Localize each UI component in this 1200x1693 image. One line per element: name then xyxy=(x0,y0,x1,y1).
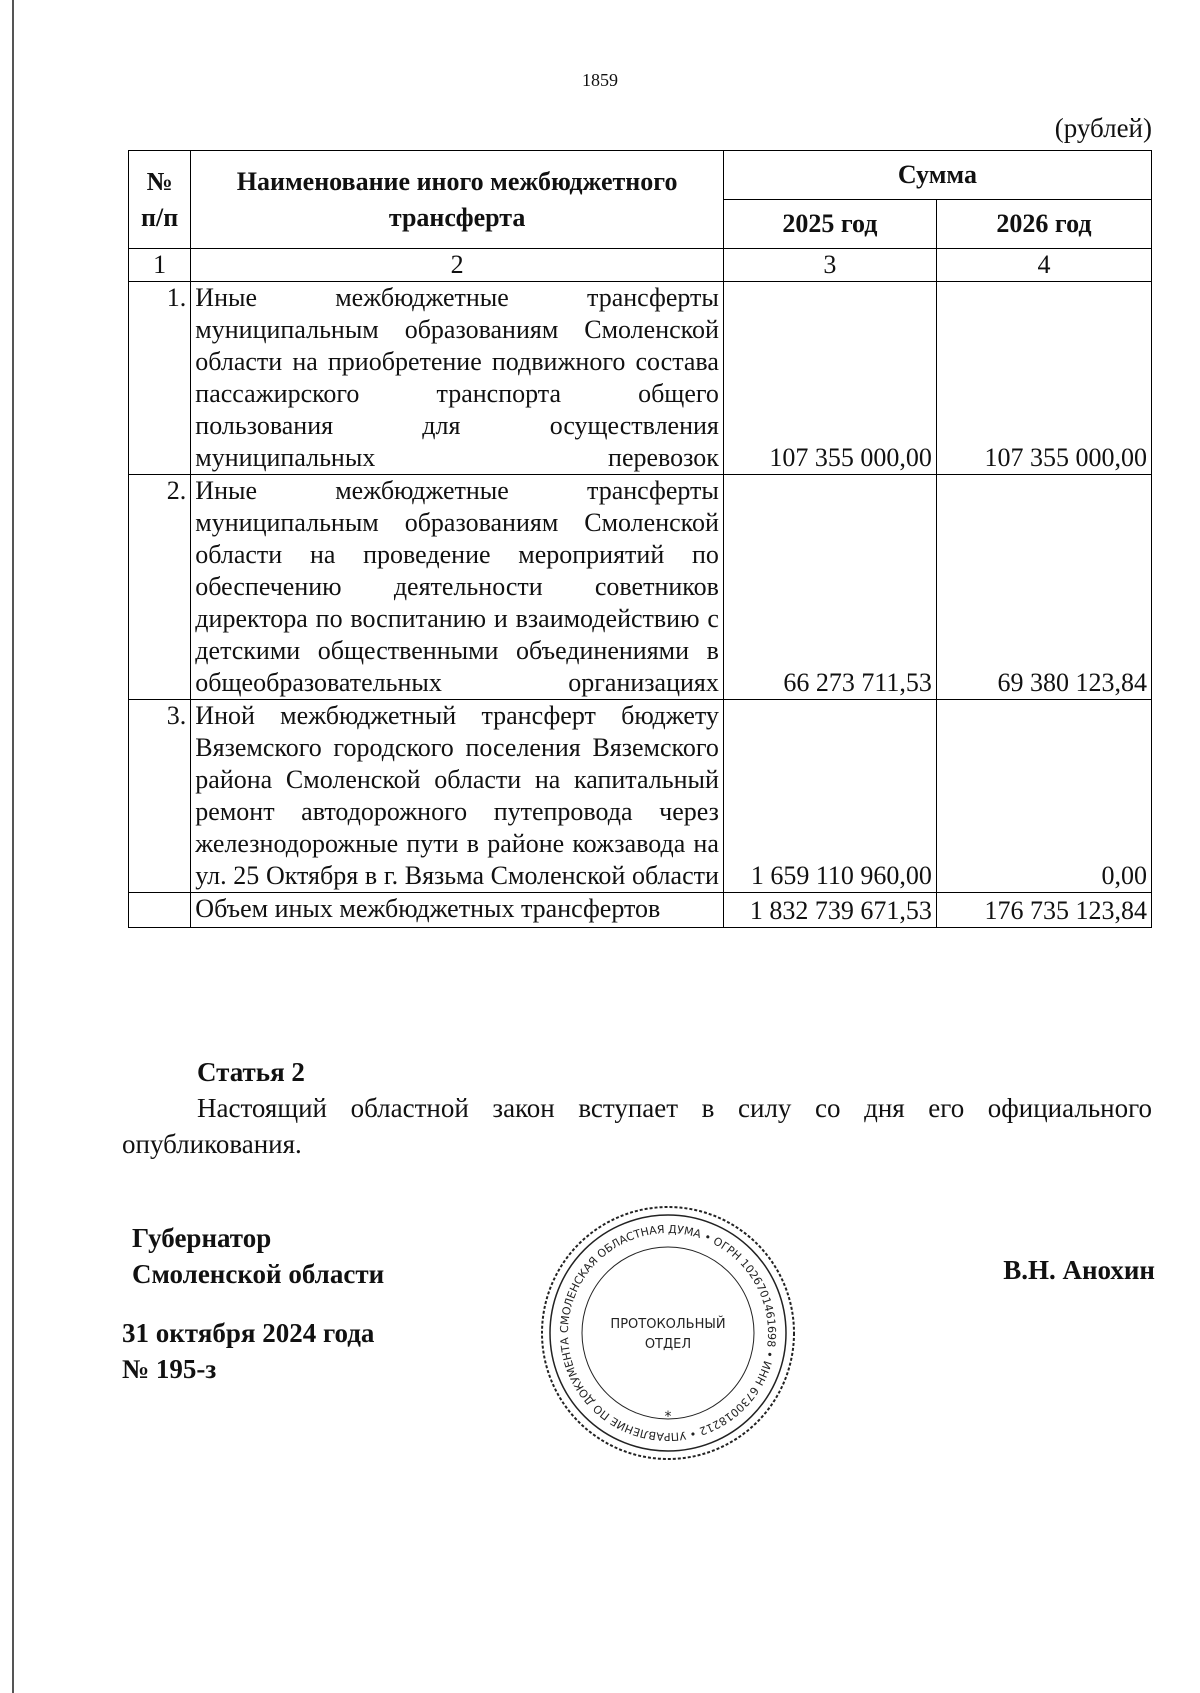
seal-center-line-2: ОТДЕЛ xyxy=(644,1337,692,1352)
table-index-row xyxy=(129,249,1152,282)
header-sum: Сумма xyxy=(723,151,1151,200)
seal-star-icon: * xyxy=(664,1409,672,1425)
seal-center-line-1: ПРОТОКОЛЬНЫЙ xyxy=(610,1317,726,1332)
official-seal xyxy=(538,1203,798,1463)
total-amount-2026: 176 735 123,84 xyxy=(936,893,1151,928)
total-empty-cell xyxy=(129,893,191,928)
total-label: Объем иных межбюджетных трансфертов xyxy=(191,893,724,928)
article-text: Настоящий областной закон вступает в силу со дня его официального опубликования. xyxy=(122,1093,1152,1159)
table-total-row xyxy=(129,893,1152,928)
signatory-position xyxy=(132,1220,384,1292)
row-amount-2026: 107 355 000,00 xyxy=(936,282,1151,475)
row-number: 1. xyxy=(129,282,191,475)
signatory-name: В.Н. Анохин xyxy=(1003,1255,1155,1285)
law-date-number xyxy=(122,1315,374,1387)
total-amount-2025: 1 832 739 671,53 xyxy=(723,893,936,928)
header-year-2026: 2026 год xyxy=(936,200,1151,249)
index-cell: 3 xyxy=(723,249,936,282)
article-title: Статья 2 xyxy=(197,1057,305,1087)
header-name: Наименование иного межбюджетного трансферта xyxy=(191,151,724,249)
row-name: Иной межбюджетный трансферт бюджету Вяземского городского поселения Вяземского района Смоленской области на капитальный ремонт автодорожного путепровода через железнодорожные пути в районе кожзавода на ул. 25 Октября в г. Вязьма Смоленской области xyxy=(191,700,724,893)
row-name: Иные межбюджетные трансферты муниципальным образованиям Смоленской области на приобретение подвижного состава пассажирского транспорта общего пользования для осуществления муниципальных перевозок xyxy=(191,282,724,475)
header-num: № п/п xyxy=(129,151,191,249)
table-row xyxy=(129,475,1152,700)
row-amount-2026: 0,00 xyxy=(936,700,1151,893)
table-header-row xyxy=(129,151,1152,200)
index-cell: 4 xyxy=(936,249,1151,282)
seal-graphic xyxy=(538,1203,798,1463)
table-row xyxy=(129,700,1152,893)
transfers-table xyxy=(128,150,1152,928)
position-line-2: Смоленской области xyxy=(132,1259,385,1289)
row-amount-2026: 69 380 123,84 xyxy=(936,475,1151,700)
page-left-edge xyxy=(12,0,14,1693)
position-line-1: Губернатор xyxy=(132,1223,272,1253)
page-number: 1859 xyxy=(582,70,618,90)
row-number: 3. xyxy=(129,700,191,893)
law-number: № 195-з xyxy=(122,1354,217,1384)
row-amount-2025: 107 355 000,00 xyxy=(723,282,936,475)
table-row xyxy=(129,282,1152,475)
row-name: Иные межбюджетные трансферты муниципальным образованиям Смоленской области на проведение мероприятий по обеспечению деятельности советников директора по воспитанию и взаимодействию с детскими общественными объединениями в общеобразовательных организациях xyxy=(191,475,724,700)
row-amount-2025: 1 659 110 960,00 xyxy=(723,700,936,893)
row-number: 2. xyxy=(129,475,191,700)
index-cell: 2 xyxy=(191,249,724,282)
units-label: (рублей) xyxy=(1054,113,1152,143)
index-cell: 1 xyxy=(129,249,191,282)
seal-ring-text: СМОЛЕНСКАЯ ОБЛАСТНАЯ ДУМА • ОГРН 1026701461698 • ИНН 6730018212 • УПРАВЛЕНИЕ ПО ДОКУМЕНТА xyxy=(557,1222,779,1444)
header-year-2025: 2025 год xyxy=(723,200,936,249)
law-date: 31 октября 2024 года xyxy=(122,1318,375,1348)
row-amount-2025: 66 273 711,53 xyxy=(723,475,936,700)
